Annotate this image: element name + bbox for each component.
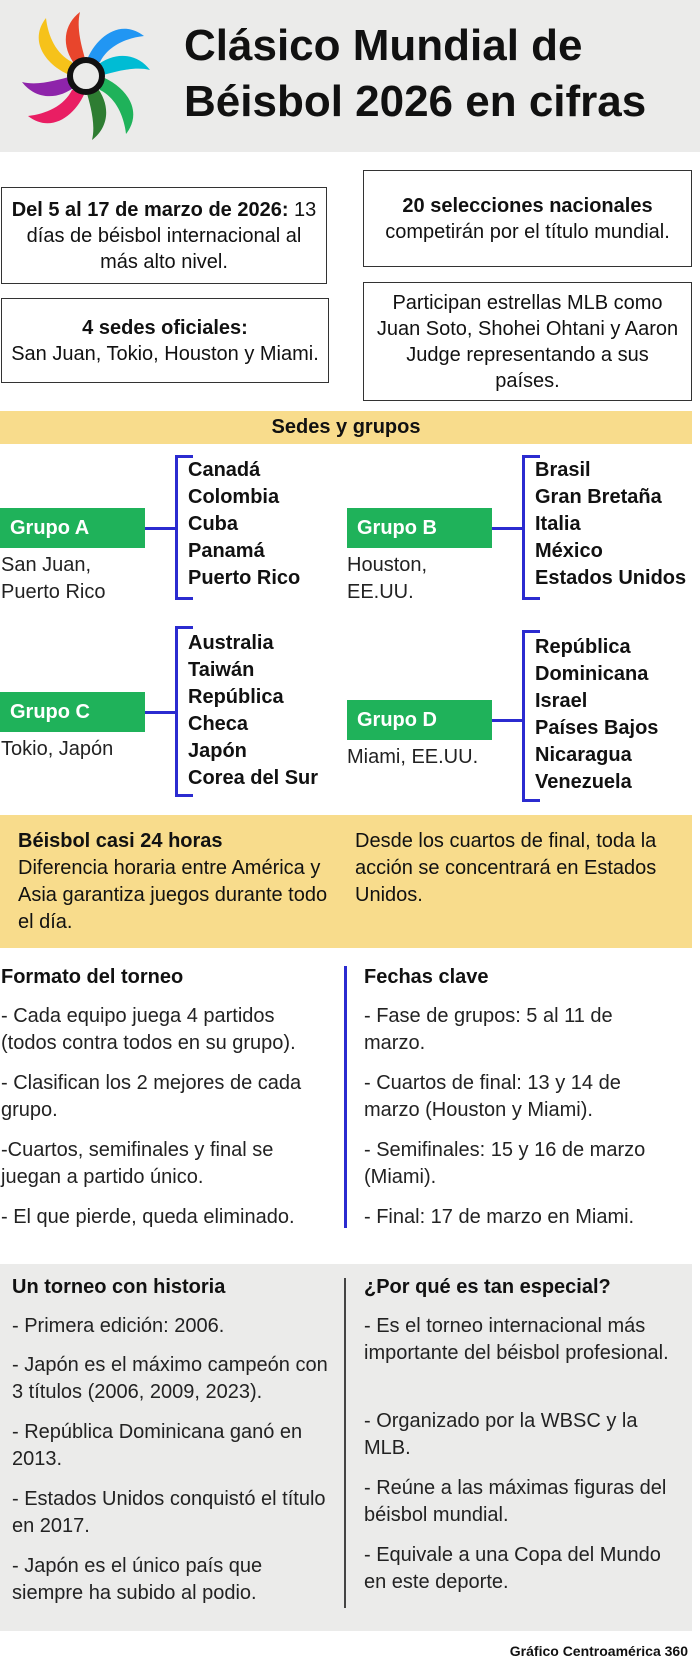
history-item: - Japón es el máximo campeón con 3 títulos (2006, 2009, 2023). [12,1354,328,1403]
group-b-venue-line-1: Houston, [347,554,428,576]
title-line-2: Béisbol 2026 en cifras [184,77,647,126]
special-item: - Reúne a las máximas figuras del béisbol mundial. [364,1477,667,1526]
history-item: - Estados Unidos conquistó el título en 2017. [12,1488,326,1537]
history-item: - Primera edición: 2006. [12,1315,225,1337]
group-d-label: Grupo D [347,700,492,740]
team: República [535,636,631,658]
key-date-item: - Cuartos de final: 13 y 14 de marzo (Houston y Miami). [364,1072,621,1121]
key-dates-title: Fechas clave [364,966,489,988]
teams-box [363,170,692,267]
team: Estados Unidos [535,567,687,589]
key-date-item: - Semifinales: 15 y 16 de marzo (Miami). [364,1139,646,1188]
history-item: - República Dominicana ganó en 2013. [12,1421,303,1470]
history-item: - Japón es el único país que siempre ha subido al podio. [12,1555,263,1604]
team: Canadá [188,459,261,481]
group-b-venue [347,552,427,606]
teams-bold: 20 selecciones nacionales [402,194,653,217]
team: Nicaragua [535,744,632,766]
team: Venezuela [535,771,632,793]
special-title: ¿Por qué es tan especial? [364,1276,611,1298]
team: Corea del Sur [188,767,319,789]
dates-text: 13 días de béisbol internacional al más alto nivel. [26,198,317,273]
teams-text: competirán por el título mundial. [385,220,670,243]
group-d-venue: Miami, EE.UU. [347,746,479,768]
format-item: -Cuartos, semifinales y final se juegan a partido único. [1,1139,274,1188]
venues-box [1,298,329,383]
format-item: - Clasifican los 2 mejores de cada grupo. [1,1072,302,1121]
group-c-connector [145,711,175,714]
team: Dominicana [535,663,649,685]
dates-box [1,187,327,284]
team: Australia [188,632,274,654]
team: México [535,540,603,562]
venues-section-title: Sedes y grupos [0,411,692,444]
group-c-label: Grupo C [0,692,145,732]
stars-box [363,282,692,401]
panel-divider [344,1278,346,1608]
format-title: Formato del torneo [1,966,184,988]
team: República [188,686,284,708]
team: Brasil [535,459,591,481]
format-item: - El que pierde, queda eliminado. [1,1206,295,1228]
venues-text: San Juan, Tokio, Houston y Miami. [11,342,319,365]
group-a-venue [1,552,106,606]
band-left-text: Diferencia horaria entre América y Asia garantiza juegos durante todo el día. [18,857,328,933]
group-b-connector [492,527,522,530]
dates-bold: Del 5 al 17 de marzo de 2026: [11,198,289,221]
band-left [18,828,338,936]
group-a-teams [188,457,300,592]
key-date-item: - Final: 17 de marzo en Miami. [364,1206,635,1228]
credit: Gráfico Centroamérica 360 [509,1643,688,1659]
key-date-item: - Fase de grupos: 5 al 11 de marzo. [364,1005,613,1054]
title-line-1: Clásico Mundial de [184,21,583,70]
special-item: - Equivale a una Copa del Mundo en este deporte. [364,1544,661,1593]
band-right-text: Desde los cuartos de final, toda la acción se concentrará en Estados Unidos. [355,830,657,906]
special-item: - Organizado por la WBSC y la MLB. [364,1410,638,1459]
team: Israel [535,690,588,712]
team: Gran Bretaña [535,486,662,508]
group-d-connector [492,719,522,722]
team: Japón [188,740,247,762]
special-item: - Es el torneo internacional más importante del béisbol profesional. [364,1315,669,1364]
group-c-teams [188,630,318,792]
group-a-venue-line-2: Puerto Rico [1,581,106,603]
team: Checa [188,713,249,735]
venues-bold: 4 sedes oficiales: [82,316,248,339]
team: Cuba [188,513,238,535]
columns-divider [344,966,347,1228]
group-a-venue-line-1: San Juan, [1,554,92,576]
history-title: Un torneo con historia [12,1276,226,1298]
team: Panamá [188,540,265,562]
team: Colombia [188,486,280,508]
group-b-teams [535,457,686,592]
stars-text: Participan estrellas MLB como Juan Soto, Shohei Ohtani y Aaron Judge representando a sus países. [376,291,679,392]
group-b-venue-line-2: EE.UU. [347,581,414,603]
page-title [184,18,684,130]
group-c-venue: Tokio, Japón [1,738,114,760]
team: Italia [535,513,581,535]
group-b-label: Grupo B [347,508,492,548]
team: Países Bajos [535,717,659,739]
team: Taiwán [188,659,255,681]
team: Puerto Rico [188,567,301,589]
tournament-logo [16,8,156,144]
group-d-teams [535,634,658,796]
group-a-label: Grupo A [0,508,145,548]
band-left-title: Béisbol casi 24 horas [18,830,223,852]
format-item: - Cada equipo juega 4 partidos (todos contra todos en su grupo). [1,1005,296,1054]
group-a-connector [145,527,175,530]
